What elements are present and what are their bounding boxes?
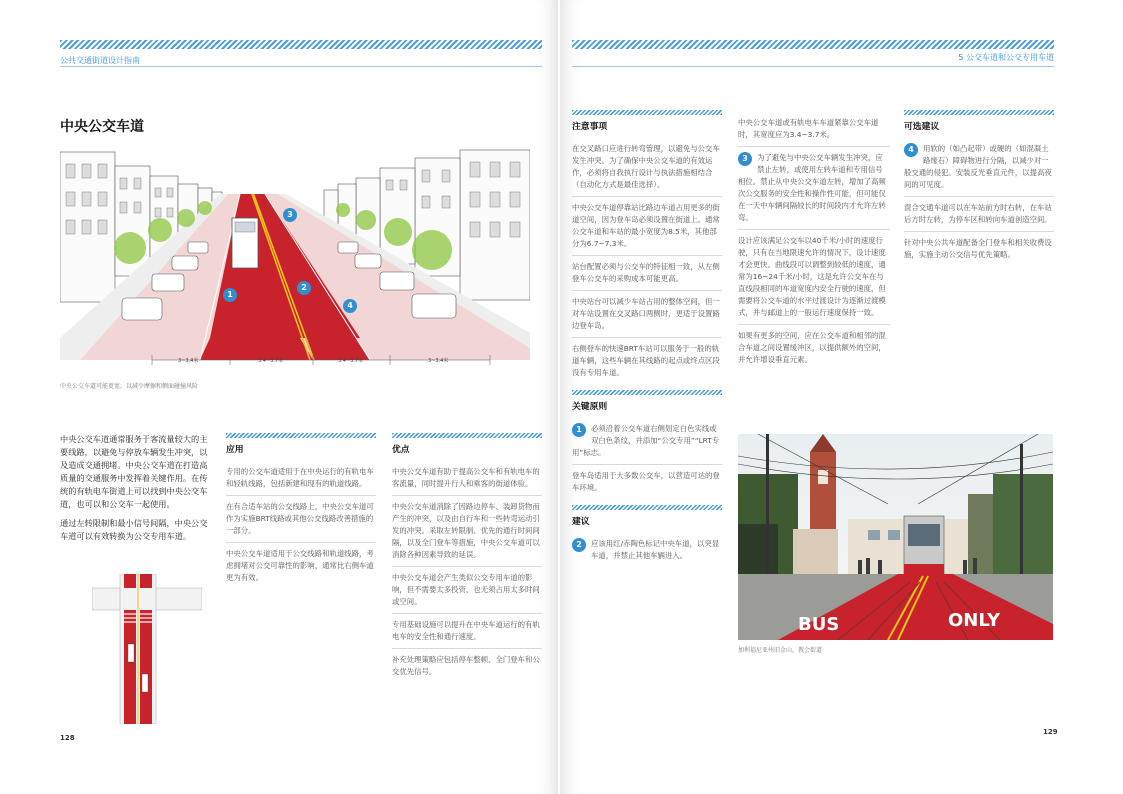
advantages-heading: 优点 xyxy=(392,445,410,455)
advantages-paragraph: 中央公交车道有助于提高公交车和有轨电车的客流量，同时提升行人和乘客的街道体验。 xyxy=(392,461,542,496)
illustration-overlay xyxy=(60,148,530,373)
suggestion-item xyxy=(572,533,722,567)
running-head-left: 公共交通街道设计指南 xyxy=(60,56,140,65)
plan-view-diagram xyxy=(92,574,202,724)
left-page xyxy=(0,0,558,794)
key-principle-heading: 关键原则 xyxy=(572,402,608,412)
number-badge-3: 3 xyxy=(738,152,752,166)
lead-paragraph: 通过左转限制和最小信号间隔，中央公交车道可以有效转换为公交专用车道。 xyxy=(60,518,208,541)
page-number-right: 129 xyxy=(1043,728,1058,736)
advantages-paragraph: 补充处理策略应包括停车整顿、全门登车和公交优先信号。 xyxy=(392,655,540,676)
suggestion-section xyxy=(572,505,722,567)
notes-paragraph: 右侧登车的快速BRT车站可以服务于一般的轨道车辆，这些车辆在其线路的起点或终点区段没有专用车道。 xyxy=(572,344,720,377)
application-heading: 应用 xyxy=(226,445,244,455)
notes-column xyxy=(572,110,722,573)
marker-2: 2 xyxy=(297,281,311,295)
marker-3: 3 xyxy=(283,208,297,222)
optional-paragraph: 混合交通车道可以在车站前方时右转，在车站后方时左转，为停车区和转向车道创造空间。 xyxy=(904,197,1054,232)
advantages-paragraph: 专用基础设施可以提升在中央车道运行的有轨电车的安全性和通行速度。 xyxy=(392,614,542,649)
suggestion-text: 应该用红/赤陶色标记中央车道，以突显车道，并禁止其他车辆进入。 xyxy=(591,539,720,560)
application-column xyxy=(226,433,376,595)
marker-1: 1 xyxy=(223,288,237,302)
street-photo-svg xyxy=(738,434,1053,640)
middle-paragraph: 如果有更多的空间，应在公交车道和相邻的混合车道之间设置缓冲区，以提供额外的空间，并允许增设垂直元素。 xyxy=(738,331,886,364)
application-paragraph: 专用的公交车道适用于在中央运行的有轨电车和轻轨线路，包括新建和现有的轨道线路。 xyxy=(226,461,376,496)
marker-4: 4 xyxy=(343,299,357,313)
dim-label-1: 3~3.4米 xyxy=(178,358,199,364)
notes-paragraph: 站台配置必须与公交车的特征相一致，从左侧登车公交车的采购成本可能更高。 xyxy=(572,256,722,291)
photo-caption: 加利福尼亚州旧金山，教会街道 xyxy=(738,647,823,654)
notes-section xyxy=(572,110,722,384)
road-text-only: ONLY xyxy=(948,610,1001,631)
optional-item xyxy=(904,138,1054,197)
application-section xyxy=(226,433,376,589)
advantages-column xyxy=(392,433,542,689)
dim-label-3: 3.4~3.7米 xyxy=(338,358,364,364)
middle-item-text: 为了避免与中央公交车辆发生冲突，应禁止左转，或使用左转车道和专用信号相位。禁止从中央公交车道左转，增加了高频次公交服务的安全性和操作性可能，但可能仅在一天中车辆间隔较长的时间段内才允许左转弯。 xyxy=(738,153,886,222)
middle-column xyxy=(738,112,890,371)
optional-heading: 可选建议 xyxy=(904,122,940,132)
key-principle-text: 必须沿着公交车道右侧划定白色实线或双白色条纹，并添加“公交专用”“LRT专用”标志。 xyxy=(572,424,720,457)
suggestion-heading: 建议 xyxy=(572,517,590,527)
advantages-paragraph: 中央公交车道会产生类似公交专用车道的影响，但不需要太多投资，也无须占用太多时间或空间。 xyxy=(392,567,542,614)
page-number-left: 128 xyxy=(60,734,75,742)
middle-intro: 中央公交车道或有轨电车车道紧靠公交车道时，其宽度应为3.4~3.7米。 xyxy=(738,112,890,147)
notes-paragraph: 中央站台可以减少车站占用的整体空间，但一对车站设置在交叉路口两侧时，更适于设置路边登车岛。 xyxy=(572,291,722,338)
dim-label-4: 3~3.4米 xyxy=(428,358,449,364)
number-badge-4: 4 xyxy=(904,143,918,157)
lead-text xyxy=(60,433,215,549)
illustration-caption: 中央公交车道可能更宽，以减少摩擦和侧面碰撞风险 xyxy=(60,383,199,390)
optional-section xyxy=(904,110,1054,266)
application-paragraph: 在有合适车站的公交线路上，中央公交车道可作为实施BRT线路或其他公交线路改善措施的一部分。 xyxy=(226,496,376,543)
optional-column xyxy=(904,110,1054,272)
header-hatch-bar xyxy=(572,40,1054,49)
header-rule xyxy=(572,66,1054,67)
notes-heading: 注意事项 xyxy=(572,122,608,132)
middle-item-3 xyxy=(738,147,890,230)
application-paragraph: 中央公交车道适用于公交线路和轨道线路，考虑拥堵对公交可靠性的影响，通常比右侧车道更为有效。 xyxy=(226,549,374,582)
number-badge-1: 1 xyxy=(572,423,586,437)
header-rule xyxy=(60,66,542,67)
notes-paragraph: 中央公交车道停靠站比路边车道占用更多的街道空间，因为登车岛必须设置在街道上。通常公交车道和车站的最小宽度为8.5米，其他部分为6.7~7.3米。 xyxy=(572,197,722,256)
advantages-section xyxy=(392,433,542,683)
dim-label-2: 3.4~3.7米 xyxy=(258,358,284,364)
optional-paragraph: 针对中央公共车道配备全门登车和相关收费设施，实施主动公交信号优先策略。 xyxy=(904,238,1052,259)
page-title: 中央公交车道 xyxy=(60,119,144,135)
running-head-right: 5 公交车道和公交专用车道 xyxy=(958,53,1054,62)
key-principle-section xyxy=(572,390,722,499)
optional-item-text: 用软的（如凸起带）或硬的（如混凝土路缘石）障碍物进行分隔，以减少对一般交通的侵犯。安装反光垂直元件，以提高夜间的可见度。 xyxy=(904,144,1052,189)
notes-paragraph: 在交叉路口应进行转弯管理，以避免与公交车发生冲突。为了确保中央公交车道的有效运作，必须将自我执行设计与执法措施相结合（自动化方式是最佳选择）。 xyxy=(572,138,722,197)
advantages-paragraph: 中央公交车道消除了因路边停车、装卸货物而产生的冲突，以及由自行车和一些转弯运动引发的冲突。采取左转限制、优先的通行时间间隔，以及全门登车等措施，中央公交车道可以消除各种因素导致的延误。 xyxy=(392,496,542,567)
middle-paragraph: 设计应该满足公交车以40千米/小时的速度行驶，只有在当地限速允许的情况下，设计速度才会更快。曲线段可以调整到较低的速度，通常为16~24千米/小时，这是允许公交车在与直线段相同的车道宽度内安全行驶的速度，但需要将公交车道的水平过渡设计为逐渐过渡模式，并与邮道上的一般运行速度保持一致。 xyxy=(738,230,890,325)
lead-paragraph: 中央公交车道通常服务于客流量较大的主要线路，以避免与停放车辆发生冲突，以及造成交通拥堵。中央公交车道在打造高质量的交通服务中发挥着关键作用。在传统的有轨电车街道上可以找到中央公交车道，也可以和公交车一起使用。 xyxy=(60,434,208,509)
header-hatch-bar xyxy=(60,40,542,49)
number-badge-2: 2 xyxy=(572,538,586,552)
key-principle-extra: 登车岛适用于大多数公交车，以营造可达的登车环境。 xyxy=(572,471,720,492)
key-principle-item xyxy=(572,418,722,465)
street-photo xyxy=(738,434,1053,640)
road-text-bus: BUS xyxy=(798,614,840,635)
